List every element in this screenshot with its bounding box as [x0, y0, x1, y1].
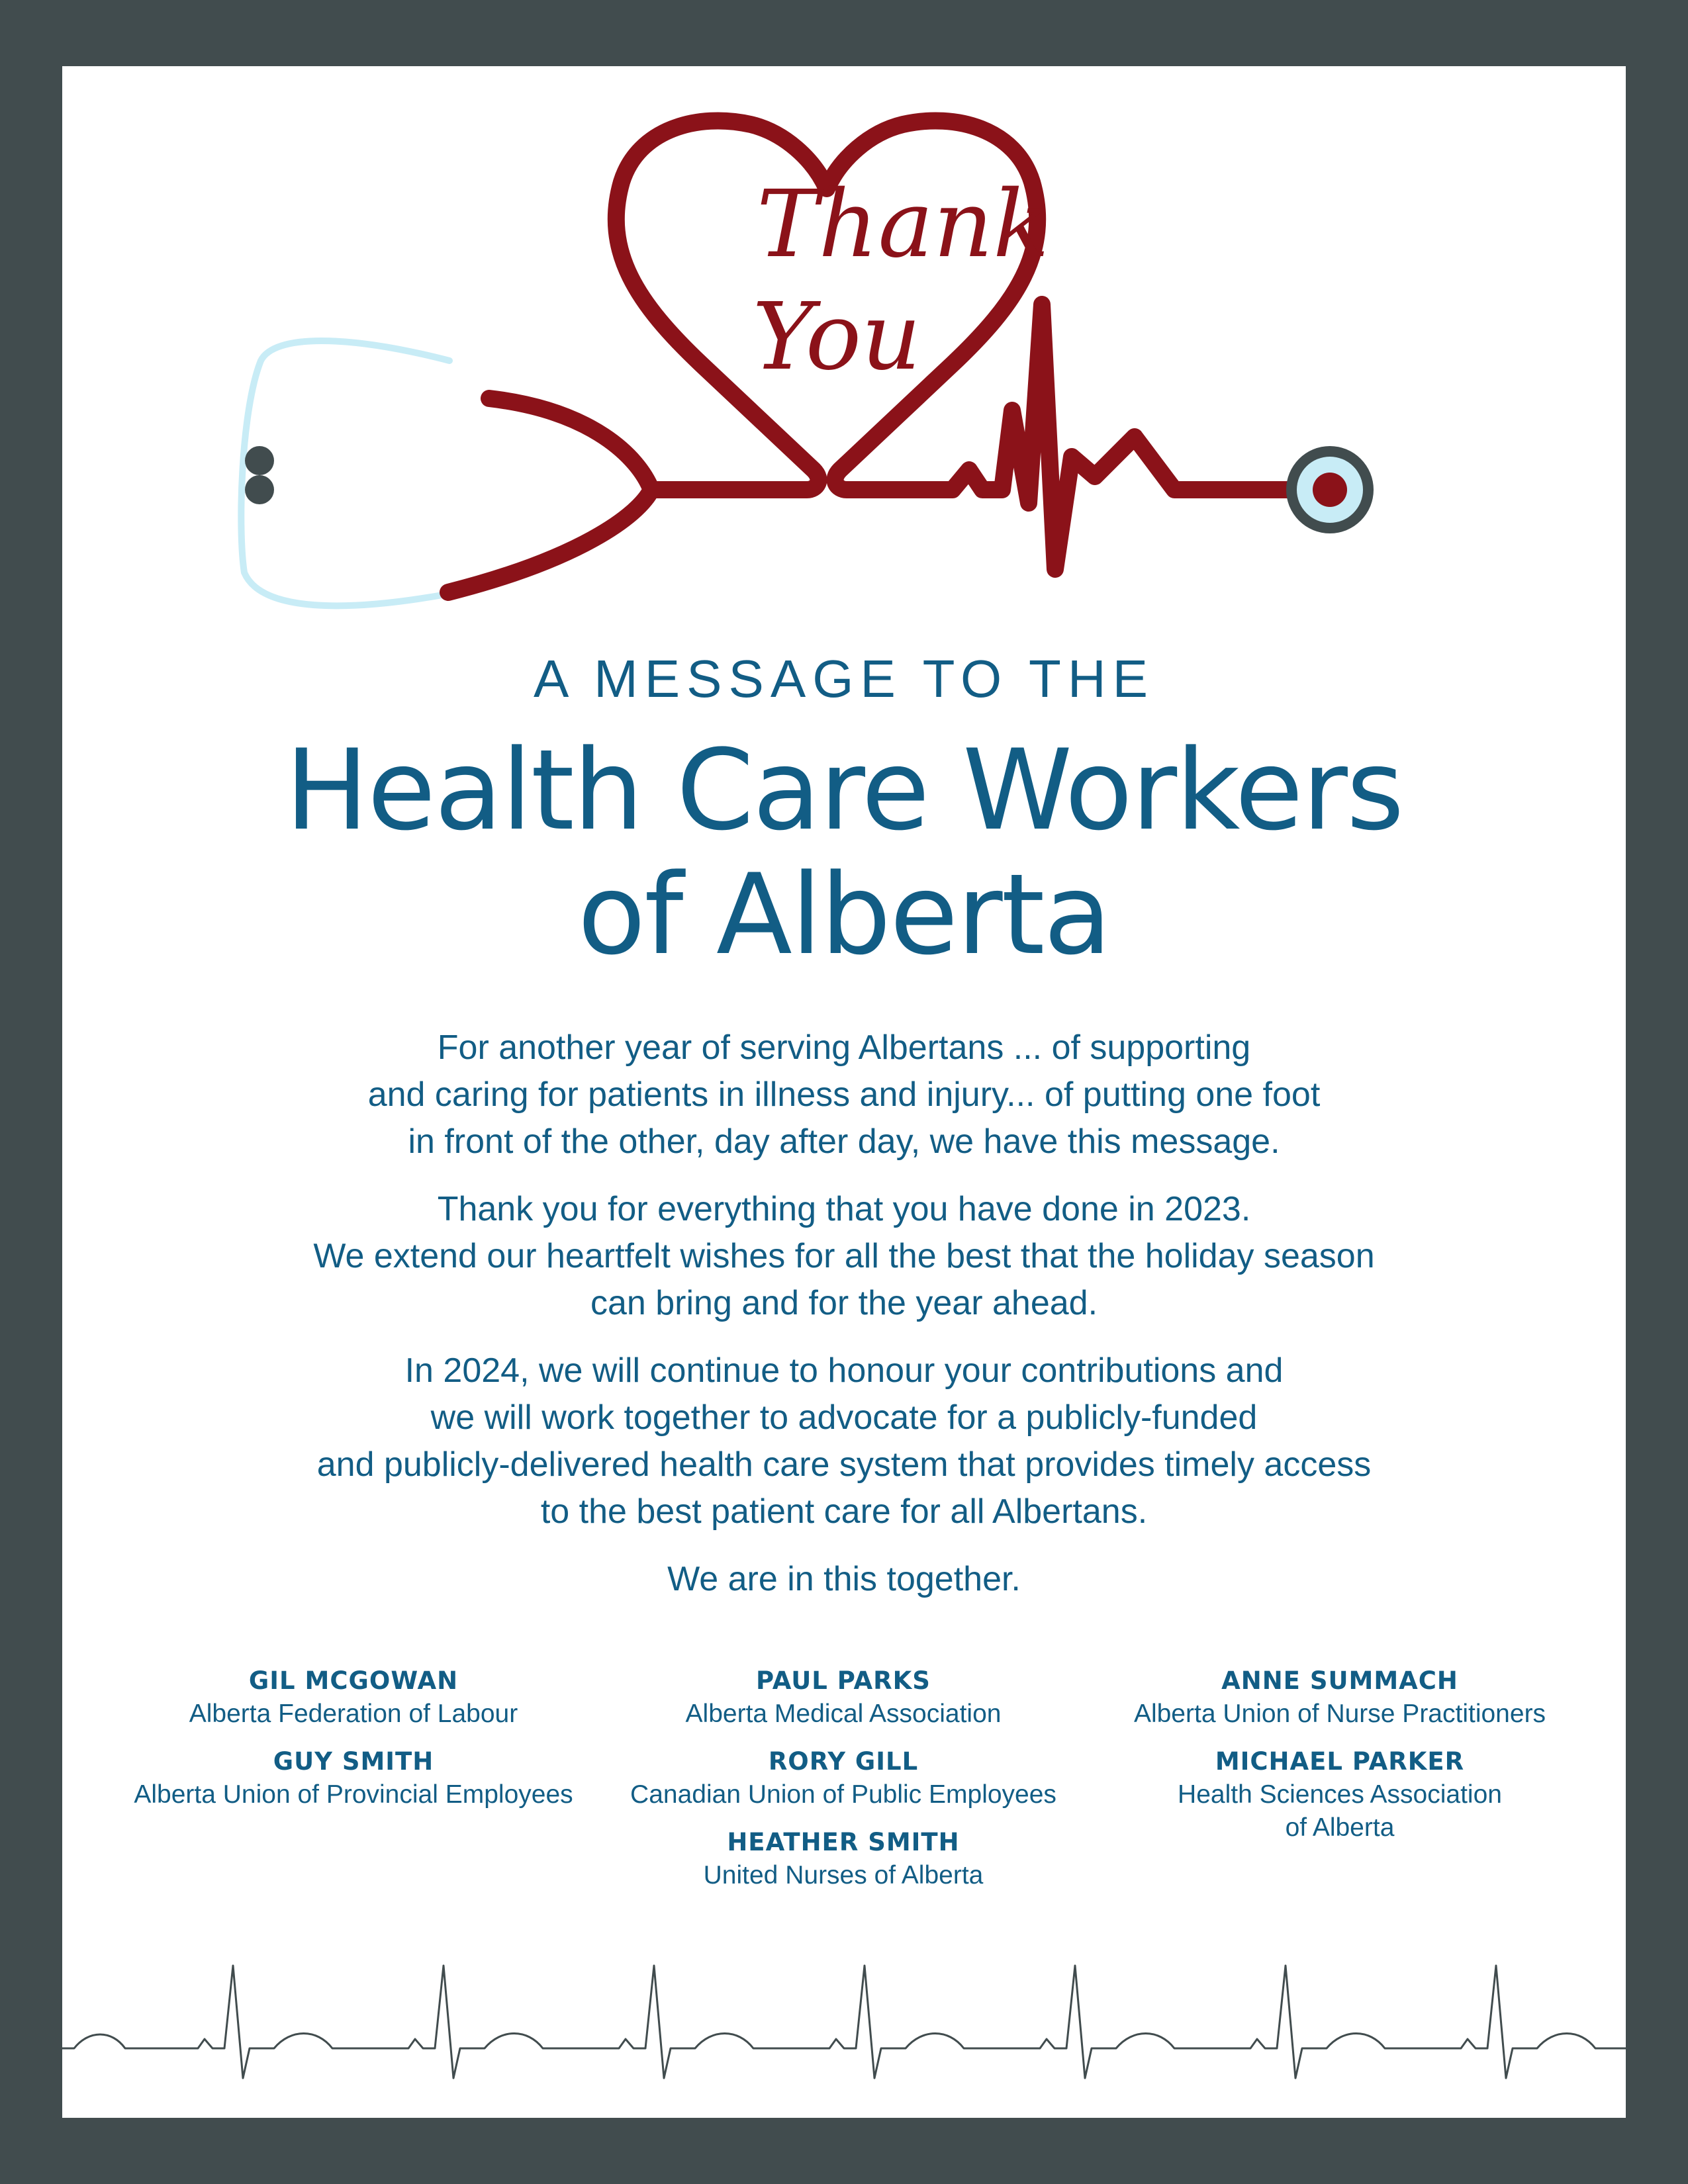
- signatory-org: Health Sciences Association of Alberta: [1178, 1780, 1502, 1842]
- signatory: [115, 1745, 592, 1811]
- signatory-org: Canadian Union of Public Employees: [630, 1780, 1056, 1809]
- signatory: [1095, 1745, 1585, 1844]
- signatory-org: United Nurses of Alberta: [703, 1861, 984, 1889]
- signatory-name: HEATHER SMITH: [727, 1828, 960, 1856]
- signatory: [1095, 1664, 1585, 1731]
- paragraph: Thank you for everything that you have done in 2023. We extend our heartfelt wishes for all the best that the holiday season can bring and for the year ahead.: [313, 1190, 1375, 1322]
- signatory-column-1: [115, 1664, 592, 1826]
- paragraph: For another year of serving Albertans ... of supporting and caring for patients in illness and injury... of putting one foot in front of the other, day after day, we have this message.: [367, 1028, 1321, 1161]
- thank-text: Thank: [756, 171, 1049, 279]
- signatory-name: ANNE SUMMACH: [1221, 1666, 1458, 1695]
- page-title: [62, 725, 1626, 979]
- title-line-1: Health Care Workers: [285, 725, 1403, 855]
- signatory: [605, 1745, 1082, 1811]
- signatory-column-2: [605, 1664, 1082, 1907]
- you-text: You: [752, 283, 921, 391]
- signatories: [62, 1664, 1626, 1969]
- paragraph: We are in this together.: [667, 1560, 1021, 1598]
- message-page: [62, 66, 1626, 2118]
- signatory-name: MICHAEL PARKER: [1215, 1747, 1465, 1776]
- kicker-text: A MESSAGE TO THE: [533, 649, 1155, 708]
- signatory-org: Alberta Medical Association: [685, 1700, 1002, 1728]
- message-body: [208, 1024, 1480, 1623]
- signatory: [605, 1826, 1082, 1892]
- ear-tip-icon: [245, 446, 274, 475]
- ear-tip-icon: [245, 475, 274, 504]
- signatory: [605, 1664, 1082, 1731]
- signatory-org: Alberta Union of Provincial Employees: [134, 1780, 573, 1809]
- signatory-name: RORY GILL: [768, 1747, 919, 1776]
- heartbeat-line-icon: [62, 1946, 1626, 2091]
- chestpiece-center-icon: [1313, 473, 1347, 507]
- signatory: [115, 1664, 592, 1731]
- title-line-2: of Alberta: [577, 850, 1111, 979]
- signatory-name: PAUL PARKS: [756, 1666, 931, 1695]
- signatory-name: GIL MCGOWAN: [248, 1666, 459, 1695]
- signatory-org: Alberta Federation of Labour: [189, 1700, 518, 1728]
- signatory-org: Alberta Union of Nurse Practitioners: [1133, 1700, 1546, 1728]
- signatory-name: GUY SMITH: [273, 1747, 434, 1776]
- stethoscope-tube-icon: [241, 341, 449, 606]
- paragraph: In 2024, we will continue to honour your contributions and we will work together to advocate for a publicly-funded and publicly-delivered health care system that provides timely access to the best patient care for all Albertans.: [316, 1351, 1372, 1531]
- signatory-column-3: [1095, 1664, 1585, 1859]
